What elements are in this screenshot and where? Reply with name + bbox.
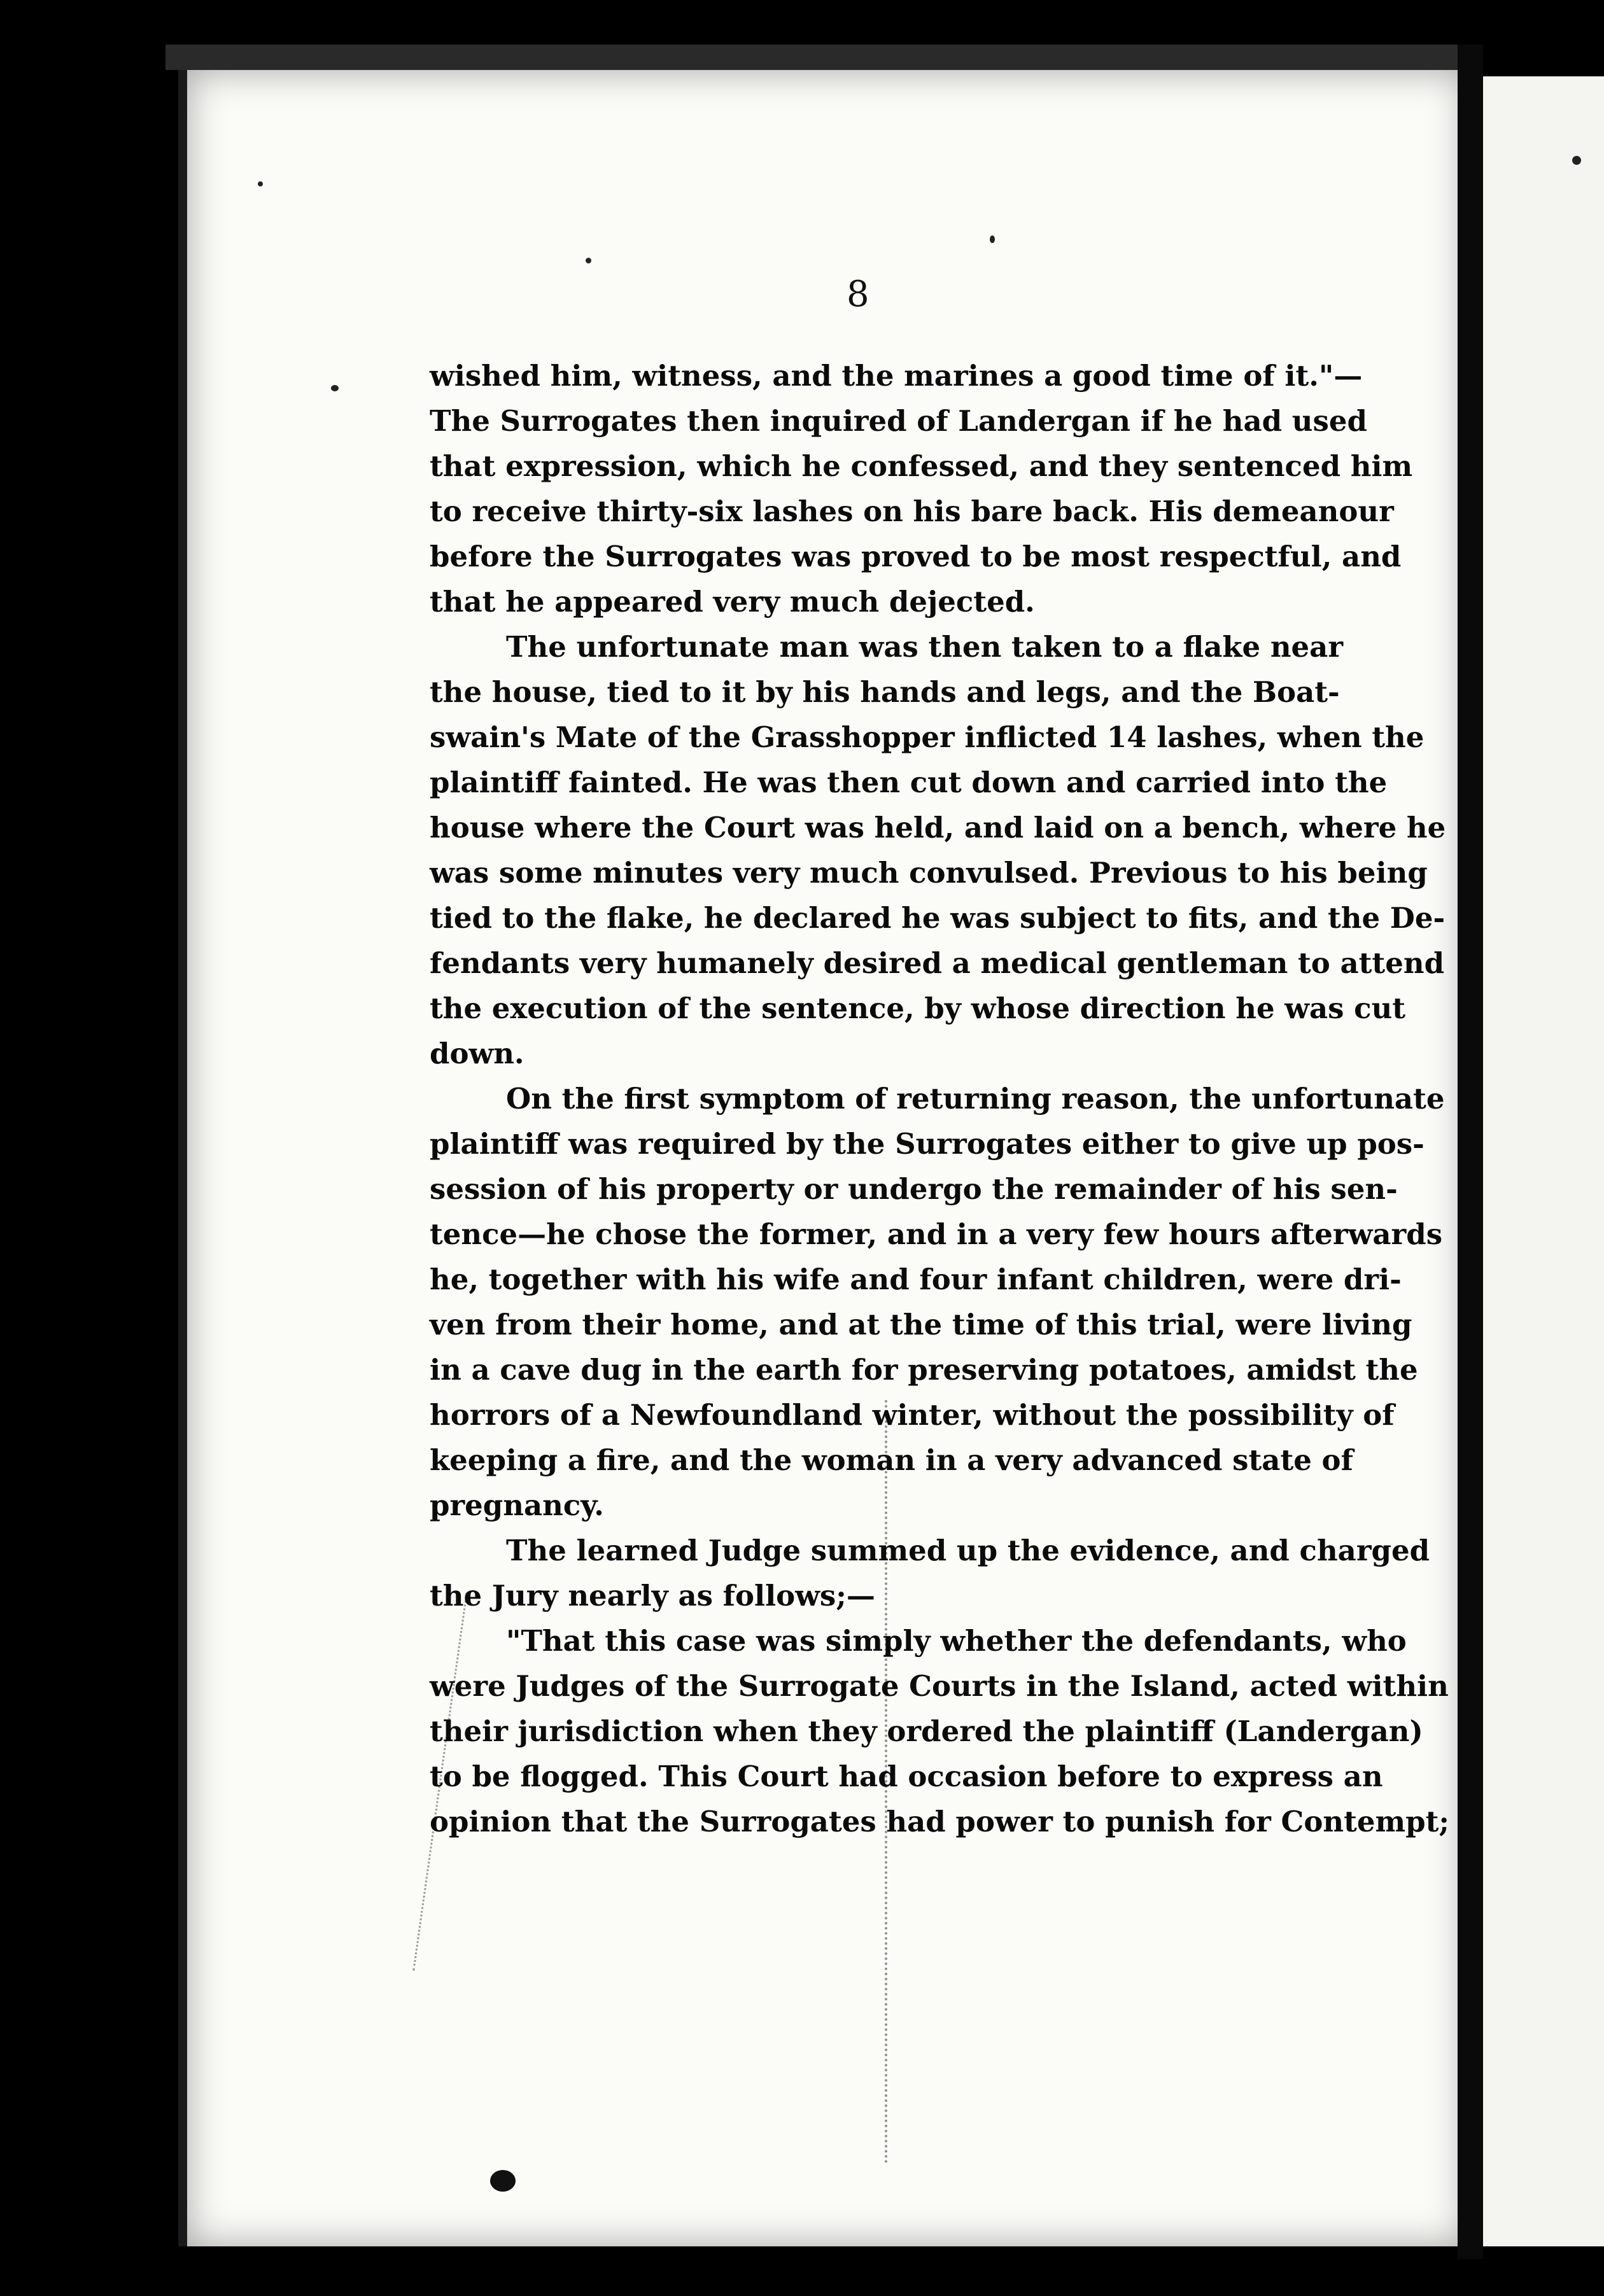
speck	[586, 258, 591, 263]
text-line: ven from their home, and at the time of this trial, were living	[430, 1308, 1412, 1341]
text-line: opinion that the Surrogates had power to punish for Contempt;	[430, 1805, 1449, 1838]
paragraph	[430, 1528, 1430, 1618]
text-line: "That this case was simply whether the defendants, who	[506, 1624, 1407, 1658]
text-line: The learned Judge summed up the evidence, and charged	[506, 1534, 1430, 1567]
text-line: their jurisdiction when they ordered the plaintiff (Landergan)	[430, 1714, 1423, 1748]
text-line: down.	[430, 1037, 524, 1070]
text-line: On the first symptom of returning reason, the unfortunate	[506, 1082, 1445, 1116]
text-line: plaintiff fainted. He was then cut down and carried into the	[430, 766, 1388, 799]
paragraph	[430, 353, 1413, 624]
text-line: were Judges of the Surrogate Courts in the Island, acted within	[430, 1669, 1449, 1703]
text-line: The Surrogates then inquired of Landergan if he had used	[430, 404, 1367, 438]
paragraph	[430, 624, 1446, 1076]
book-gutter	[1458, 45, 1483, 2259]
text-line: that he appeared very much dejected.	[430, 585, 1035, 619]
text-line: pregnancy.	[430, 1488, 604, 1522]
text-line: horrors of a Newfoundland winter, without the possibility of	[430, 1398, 1395, 1432]
text-line: to receive thirty-six lashes on his bare back. His demeanour	[430, 494, 1394, 528]
speck	[258, 181, 263, 186]
text-line: house where the Court was held, and laid on a bench, where he	[430, 811, 1446, 844]
speck	[990, 235, 995, 243]
document-body	[430, 353, 1449, 1844]
text-line: he, together with his wife and four infant children, were dri-	[430, 1263, 1402, 1296]
text-line: before the Surrogates was proved to be most respectful, and	[430, 540, 1402, 573]
text-line: fendants very humanely desired a medical gentleman to attend	[430, 946, 1445, 980]
paragraph	[430, 1618, 1449, 1844]
text-line: session of his property or undergo the remainder of his sen-	[430, 1172, 1398, 1206]
text-line: plaintiff was required by the Surrogates either to give up pos-	[430, 1127, 1425, 1161]
text-line: was some minutes very much convulsed. Previous to his being	[430, 856, 1428, 890]
next-page-edge	[1483, 76, 1604, 2246]
speck	[331, 385, 339, 391]
text-line: in a cave dug in the earth for preserving potatoes, amidst the	[430, 1353, 1418, 1387]
text-line: the house, tied to it by his hands and legs, and the Boat-	[430, 675, 1340, 709]
page-top-edge	[165, 45, 1464, 70]
text-line: tence—he chose the former, and in a very few hours afterwards	[430, 1217, 1443, 1251]
text-line: the execution of the sentence, by whose direction he was cut	[430, 991, 1406, 1025]
text-line: to be flogged. This Court had occasion before to express an	[430, 1760, 1383, 1793]
text-line: wished him, witness, and the marines a good time of it."—	[430, 359, 1363, 393]
ink-stain	[490, 2170, 516, 2192]
speck	[1572, 156, 1581, 165]
text-line: keeping a fire, and the woman in a very advanced state of	[430, 1443, 1353, 1477]
text-line: that expression, which he confessed, and they sentenced him	[430, 449, 1413, 483]
page-number: 8	[847, 274, 869, 315]
text-line: tied to the flake, he declared he was subject to fits, and the De-	[430, 901, 1446, 935]
text-line: The unfortunate man was then taken to a flake near	[506, 630, 1344, 664]
paragraph	[430, 1076, 1445, 1528]
text-line: the Jury nearly as follows;—	[430, 1579, 875, 1613]
text-line: swain's Mate of the Grasshopper inflicted 14 lashes, when the	[430, 720, 1425, 754]
